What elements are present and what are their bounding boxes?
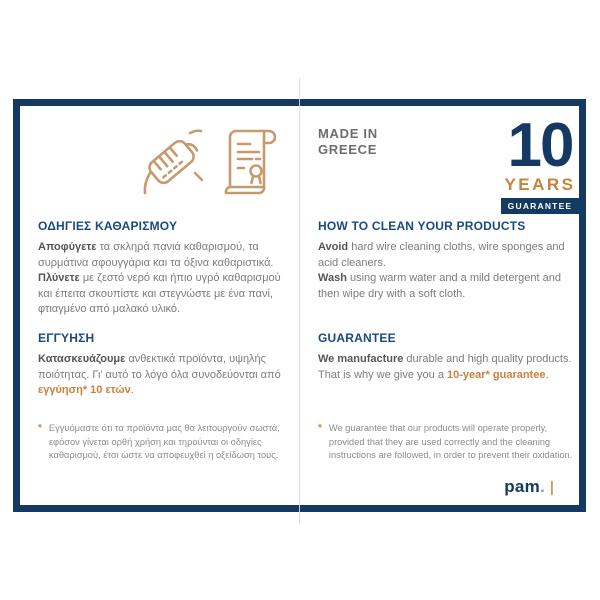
english-guarantee-section — [318, 331, 576, 383]
greek-guarantee-heading: ΕΓΓΥΗΣΗ — [38, 331, 95, 345]
pam-logo — [504, 477, 554, 497]
english-guarantee-text: We manufacture durable and high quality products. That is why we give you a 10-year* guarantee. — [318, 353, 572, 381]
english-cleaning-heading: HOW TO CLEAN YOUR PRODUCTS — [318, 219, 526, 233]
ten-years-guarantee-badge — [501, 111, 579, 214]
pam-logo-bar: | — [549, 478, 554, 496]
english-guarantee-accent: 10-year* guarantee — [447, 368, 546, 381]
greek-cleaning-sentence-avoid: Αποφύγετε τα σκληρά πανιά καθαρισμού, τα συρμάτινα σφουγγάρια και τα όξινα καθαριστικά. — [38, 241, 274, 269]
english-cleaning-sentence-avoid: Avoid hard wire cleaning cloths, wire sponges and acid cleaners. — [318, 241, 565, 269]
badge-guarantee-band: GUARANTEE — [501, 198, 579, 214]
made-in-line2: GREECE — [318, 142, 378, 157]
greek-footnote-text: Εγγυόμαστε ότι τα προϊόντα μας θα λειτουργούν σωστά, εφόσον γίνεται ορθή χρήση και τηρούνται οι οδηγίες καθαρισμού, έτσι ώστε να αποφευχθεί η οξείδωση τους. — [48, 423, 280, 460]
pam-logo-text: pam — [504, 477, 541, 496]
greek-guarantee-section — [38, 331, 296, 399]
greek-guarantee-accent: εγγύηση* 10 ετών — [38, 384, 131, 396]
english-cleaning-section — [318, 219, 576, 302]
english-footnote-text: We guarantee that our products will operate properly, provided that they are used correctly and the cleaning instructions are followed, in order to prevent their oxidation. — [328, 423, 573, 460]
certificate-scroll-icon — [216, 121, 282, 205]
made-in-line1: MADE IN — [318, 126, 378, 141]
greek-guarantee-text: Κατασκευάζουμε ανθεκτικά προϊόντα, υψηλής ποιότητας. Γι’ αυτό το λόγο όλα συνοδεύονται από εγγύηση* 10 ετών. — [38, 353, 281, 396]
english-guarantee-heading: GUARANTEE — [318, 331, 396, 345]
badge-number: 10 — [507, 111, 573, 180]
greek-footnote — [38, 422, 296, 463]
greek-cleaning-sentence-wash: Πλύνετε με ζεστό νερό και ήπιο υγρό καθαρισμού και έπειτα σκουπίστε και στεγνώστε με ένα πανί, φτιαγμένο από μαλακό υλικό. — [38, 272, 281, 315]
greek-cleaning-heading: ΟΔΗΓΙΕΣ ΚΑΘΑΡΙΣΜΟΥ — [38, 219, 178, 233]
english-cleaning-text — [318, 240, 576, 302]
sponge-wipe-icon — [140, 121, 206, 205]
greek-cleaning-text — [38, 240, 296, 318]
badge-years-label: YEARS — [504, 175, 576, 194]
made-in-greece-label — [318, 126, 378, 158]
english-cleaning-sentence-wash: Wash using warm water and a mild detergent and then wipe dry with a soft cloth. — [318, 272, 561, 300]
fold-line — [299, 78, 300, 524]
greek-cleaning-section — [38, 219, 296, 318]
pam-logo-dot: . — [540, 477, 545, 496]
asterisk-mark: * — [38, 423, 42, 434]
english-footnote — [318, 422, 576, 463]
icons-group — [140, 121, 282, 205]
asterisk-mark: * — [318, 423, 322, 434]
